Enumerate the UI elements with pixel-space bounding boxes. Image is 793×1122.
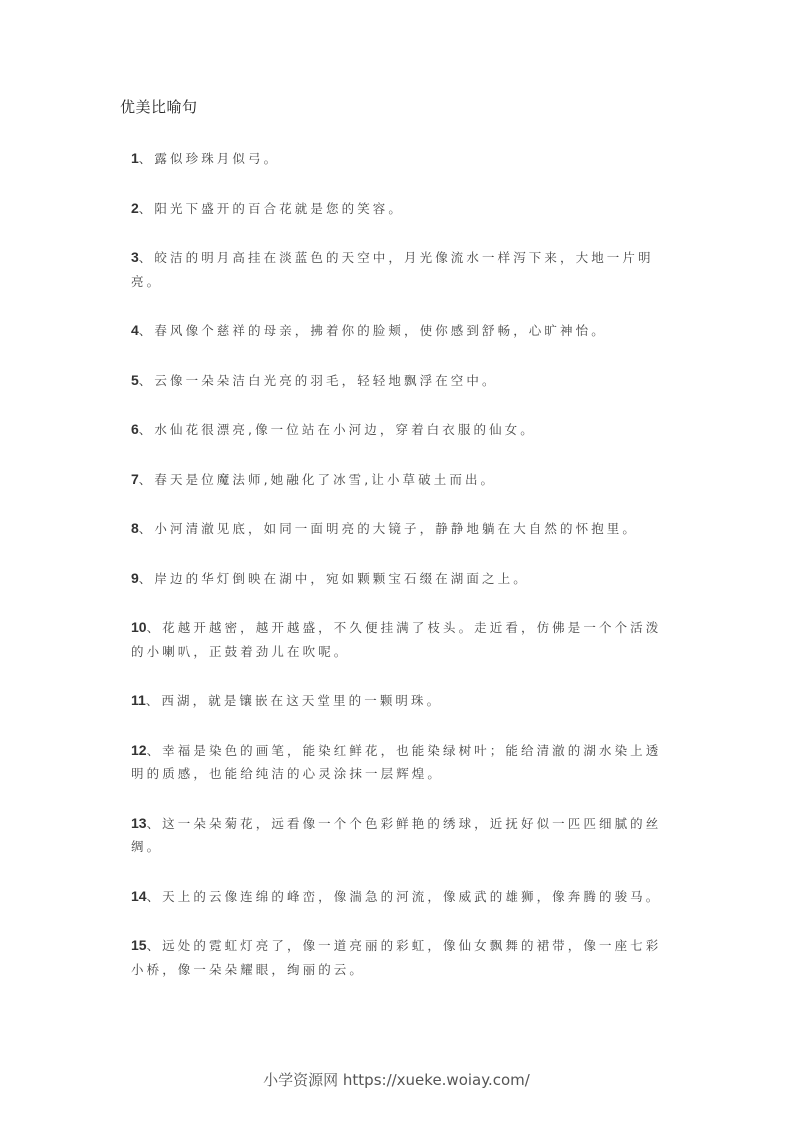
item-text: 、水仙花很漂亮,像一位站在小河边，穿着白衣服的仙女。: [138, 422, 536, 437]
item-text: 、小河清澈见底，如同一面明亮的大镜子，静静地躺在大自然的怀抱里。: [138, 521, 638, 536]
list-item: [131, 197, 671, 221]
item-number: 15: [131, 937, 147, 953]
list-item: [131, 616, 671, 663]
item-number: 14: [131, 887, 147, 904]
list-item: [131, 468, 671, 492]
item-text: 、春天是位魔法师,她融化了冰雪,让小草破土而出。: [138, 471, 497, 487]
item-number: 1: [131, 150, 139, 166]
list-item: [131, 689, 671, 713]
item-number: 7: [131, 470, 139, 487]
item-text: 、天上的云像连绵的峰峦，像湍急的河流，像威武的雄狮，像奔腾的骏马。: [146, 888, 662, 904]
list-item: [131, 517, 671, 541]
list-item: [131, 739, 671, 786]
item-number: 9: [131, 569, 139, 586]
item-number: 5: [131, 371, 139, 388]
item-text: 、远处的霓虹灯亮了，像一道亮丽的彩虹，像仙女飘舞的裙带，像一座七彩小桥，像一朵朵耀眼，绚丽的云。: [131, 938, 662, 977]
simile-list: [131, 147, 671, 1007]
list-item: [131, 246, 671, 293]
item-number: 2: [131, 199, 139, 216]
page-footer: 小学资源网 https://xueke.woiay.com/: [263, 1071, 530, 1089]
item-text: 、岸边的华灯倒映在湖中，宛如颗颗宝石缀在湖面之上。: [138, 570, 529, 586]
item-number: 12: [131, 741, 147, 758]
item-text: 、幸福是染色的画笔，能染红鲜花，也能染绿树叶；能给清澈的湖水染上透明的质感，也能给纯洁的心灵涂抹一层辉煌。: [131, 742, 662, 781]
item-number: 6: [131, 421, 139, 437]
item-text: 、皎洁的明月高挂在淡蓝色的天空中，月光像流水一样泻下来，大地一片明亮。: [131, 250, 654, 289]
list-item: [131, 147, 671, 171]
item-text: 、这一朵朵菊花，远看像一个个色彩鲜艳的绣球，近抚好似一匹匹细腻的丝绸。: [131, 815, 662, 854]
item-number: 10: [131, 619, 147, 635]
list-item: [131, 812, 671, 859]
item-number: 3: [131, 249, 139, 265]
item-text: 、西湖，就是镶嵌在这天堂里的一颗明珠。: [145, 693, 443, 708]
item-text: 、花越开越密，越开越盛，不久便挂满了枝头。走近看，仿佛是一个个活泼的小喇叭，正鼓着劲儿在吹呢。: [131, 620, 662, 659]
list-item: [131, 418, 671, 442]
list-item: [131, 885, 671, 909]
item-number: 8: [131, 520, 139, 536]
item-text: 、春风像个慈祥的母亲，拂着你的脸颊，使你感到舒畅，心旷神怡。: [138, 323, 607, 338]
item-number: 4: [131, 322, 139, 338]
list-item: [131, 319, 671, 343]
item-text: 、阳光下盛开的百合花就是您的笑容。: [138, 200, 404, 216]
item-text: 、云像一朵朵洁白光亮的羽毛，轻轻地飘浮在空中。: [138, 372, 498, 388]
list-item: [131, 934, 671, 981]
item-number: 13: [131, 814, 147, 831]
list-item: [131, 369, 671, 393]
item-text: 、露似珍珠月似弓。: [138, 151, 280, 166]
item-number: 11: [131, 692, 146, 708]
list-item: [131, 567, 671, 591]
document-title: 优美比喻句: [120, 98, 198, 116]
